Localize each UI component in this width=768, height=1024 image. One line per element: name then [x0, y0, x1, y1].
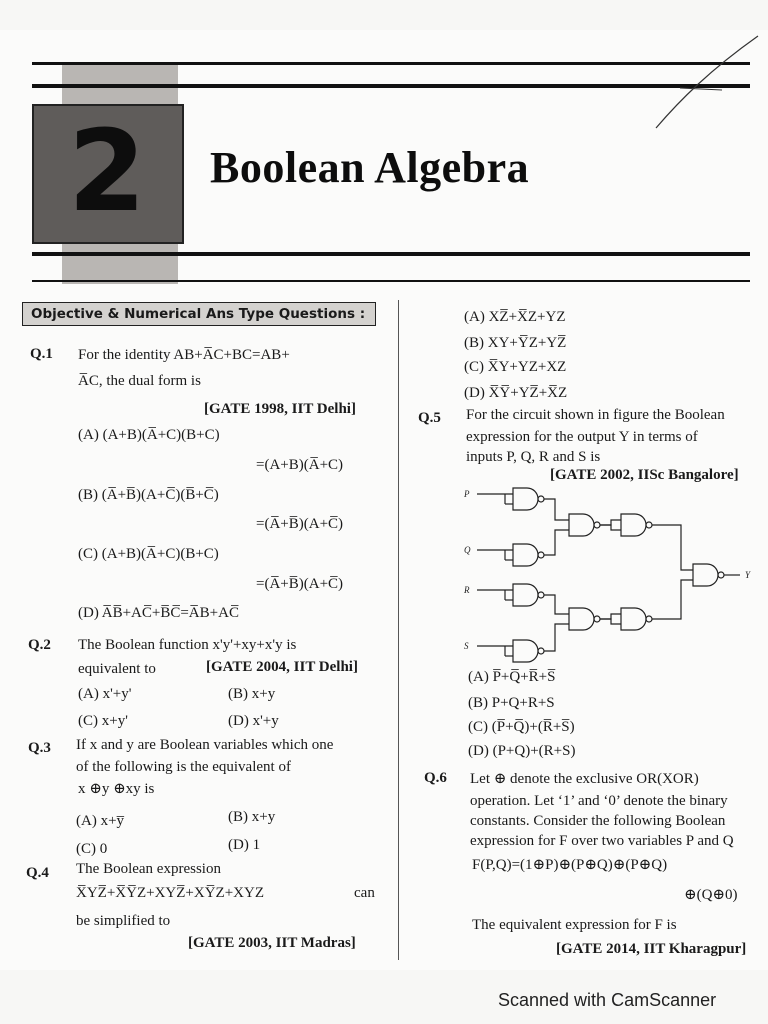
q2-option-b: (B) x+y	[228, 686, 276, 702]
q1-option-a-result: =(A+B)(A̅+C)	[256, 457, 344, 473]
q4-text-can: can	[354, 885, 375, 901]
q4-option-b: (B) XY+Y̅Z+YZ̅	[464, 335, 567, 351]
q4-source: [GATE 2003, IIT Madras]	[188, 935, 356, 951]
q1-text-line2: A̅C, the dual form is	[78, 373, 201, 389]
header-bottom-rule	[32, 280, 750, 282]
q3-text-line3: x ⊕y ⊕xy is	[78, 781, 155, 797]
section-heading: Objective & Numerical Ans Type Questions :	[22, 302, 376, 326]
q4-expression: X̅YZ̅+X̅Y̅Z+XYZ̅+XY̅Z+XYZ	[76, 885, 264, 901]
q5-text-line2: expression for the output Y in terms of	[466, 429, 698, 445]
q4-option-d: (D) X̅Y̅+YZ̅+X̅Z	[464, 385, 568, 401]
q1-option-a: (A) (A+B)(A̅+C)(B+C)	[78, 427, 220, 443]
column-divider	[398, 300, 399, 960]
q4-option-a: (A) XZ̅+X̅Z+YZ	[464, 309, 566, 325]
logic-circuit-diagram	[455, 482, 765, 664]
q1-option-d: (D) A̅B̅+AC̅+B̅C̅=A̅B+AC̅	[78, 605, 239, 621]
q6-equation-line1: F(P,Q)=(1⊕P)⊕(P⊕Q)⊕(P⊕Q)	[472, 857, 668, 873]
q2-text-line2: equivalent to	[78, 661, 156, 677]
q5-number: Q.5	[418, 410, 441, 426]
q5-option-d: (D) (P+Q)+(R+S)	[468, 743, 576, 759]
q5-source: [GATE 2002, IISc Bangalore]	[550, 467, 739, 483]
circuit-input-r: R	[464, 585, 470, 595]
q3-option-c: (C) 0	[76, 841, 108, 857]
q3-option-d: (D) 1	[228, 837, 261, 853]
q6-equation-line2: ⊕(Q⊕0)	[684, 887, 738, 903]
q4-option-c: (C) X̅Y+YZ+XZ	[464, 359, 567, 375]
q1-option-c-result: =(A̅+B̅)(A+C̅)	[256, 576, 344, 592]
q4-number: Q.4	[26, 865, 49, 881]
scanner-watermark: Scanned with CamScanner	[498, 990, 717, 1010]
q3-number: Q.3	[28, 740, 51, 756]
q2-text-line1: The Boolean function x'y'+xy+x'y is	[78, 637, 297, 653]
q2-option-d: (D) x'+y	[228, 713, 279, 729]
circuit-input-s: S	[464, 641, 469, 651]
q1-source: [GATE 1998, IIT Delhi]	[204, 401, 356, 417]
chapter-title: Boolean Algebra	[210, 143, 530, 192]
q6-text-line1: Let ⊕ denote the exclusive OR(XOR)	[470, 771, 699, 787]
q5-option-b: (B) P+Q+R+S	[468, 695, 555, 711]
q3-text-line1: If x and y are Boolean variables which one	[76, 737, 334, 753]
q5-option-a: (A) P̅+Q̅+R̅+S̅	[468, 669, 556, 685]
q4-text-line1: The Boolean expression	[76, 861, 221, 877]
q3-option-b: (B) x+y	[228, 809, 276, 825]
q6-source: [GATE 2014, IIT Kharagpur]	[556, 941, 747, 957]
q1-text-line1: For the identity AB+A̅C+BC=AB+	[78, 347, 290, 363]
q6-number: Q.6	[424, 770, 447, 786]
circuit-output-y: Y	[745, 570, 751, 580]
circuit-input-p: P	[464, 489, 470, 499]
q2-option-a: (A) x'+y'	[78, 686, 132, 702]
chapter-number: 2	[68, 107, 144, 237]
q2-option-c: (C) x+y'	[78, 713, 128, 729]
q5-text-line3: inputs P, Q, R and S is	[466, 449, 601, 465]
pen-mark	[640, 30, 768, 130]
q6-text-line4: expression for F over two variables P and Q	[470, 833, 734, 849]
q1-option-c: (C) (A+B)(A̅+C)(B+C)	[78, 546, 219, 562]
q6-text-line3: constants. Consider the following Boolean	[470, 813, 726, 829]
q1-option-b: (B) (A̅+B̅)(A+C̅)(B̅+C̅)	[78, 487, 219, 503]
q3-option-a: (A) x+y̅	[76, 813, 125, 829]
q1-option-b-result: =(A̅+B̅)(A+C̅)	[256, 516, 344, 532]
q4-text-line3: be simplified to	[76, 913, 171, 929]
circuit-input-q: Q	[464, 545, 471, 555]
header-rule-bottom	[32, 252, 750, 256]
q5-text-line1: For the circuit shown in figure the Boolean	[466, 407, 725, 423]
q2-source: [GATE 2004, IIT Delhi]	[206, 659, 358, 675]
q5-option-c: (C) (P̅+Q̅)+(R̅+S̅)	[468, 719, 575, 735]
q6-text-line5: The equivalent expression for F is	[472, 917, 677, 933]
q6-text-line2: operation. Let ‘1’ and ‘0’ denote the binary	[470, 793, 728, 809]
q1-number: Q.1	[30, 346, 53, 362]
q3-text-line2: of the following is the equivalent of	[76, 759, 291, 775]
q2-number: Q.2	[28, 637, 51, 653]
